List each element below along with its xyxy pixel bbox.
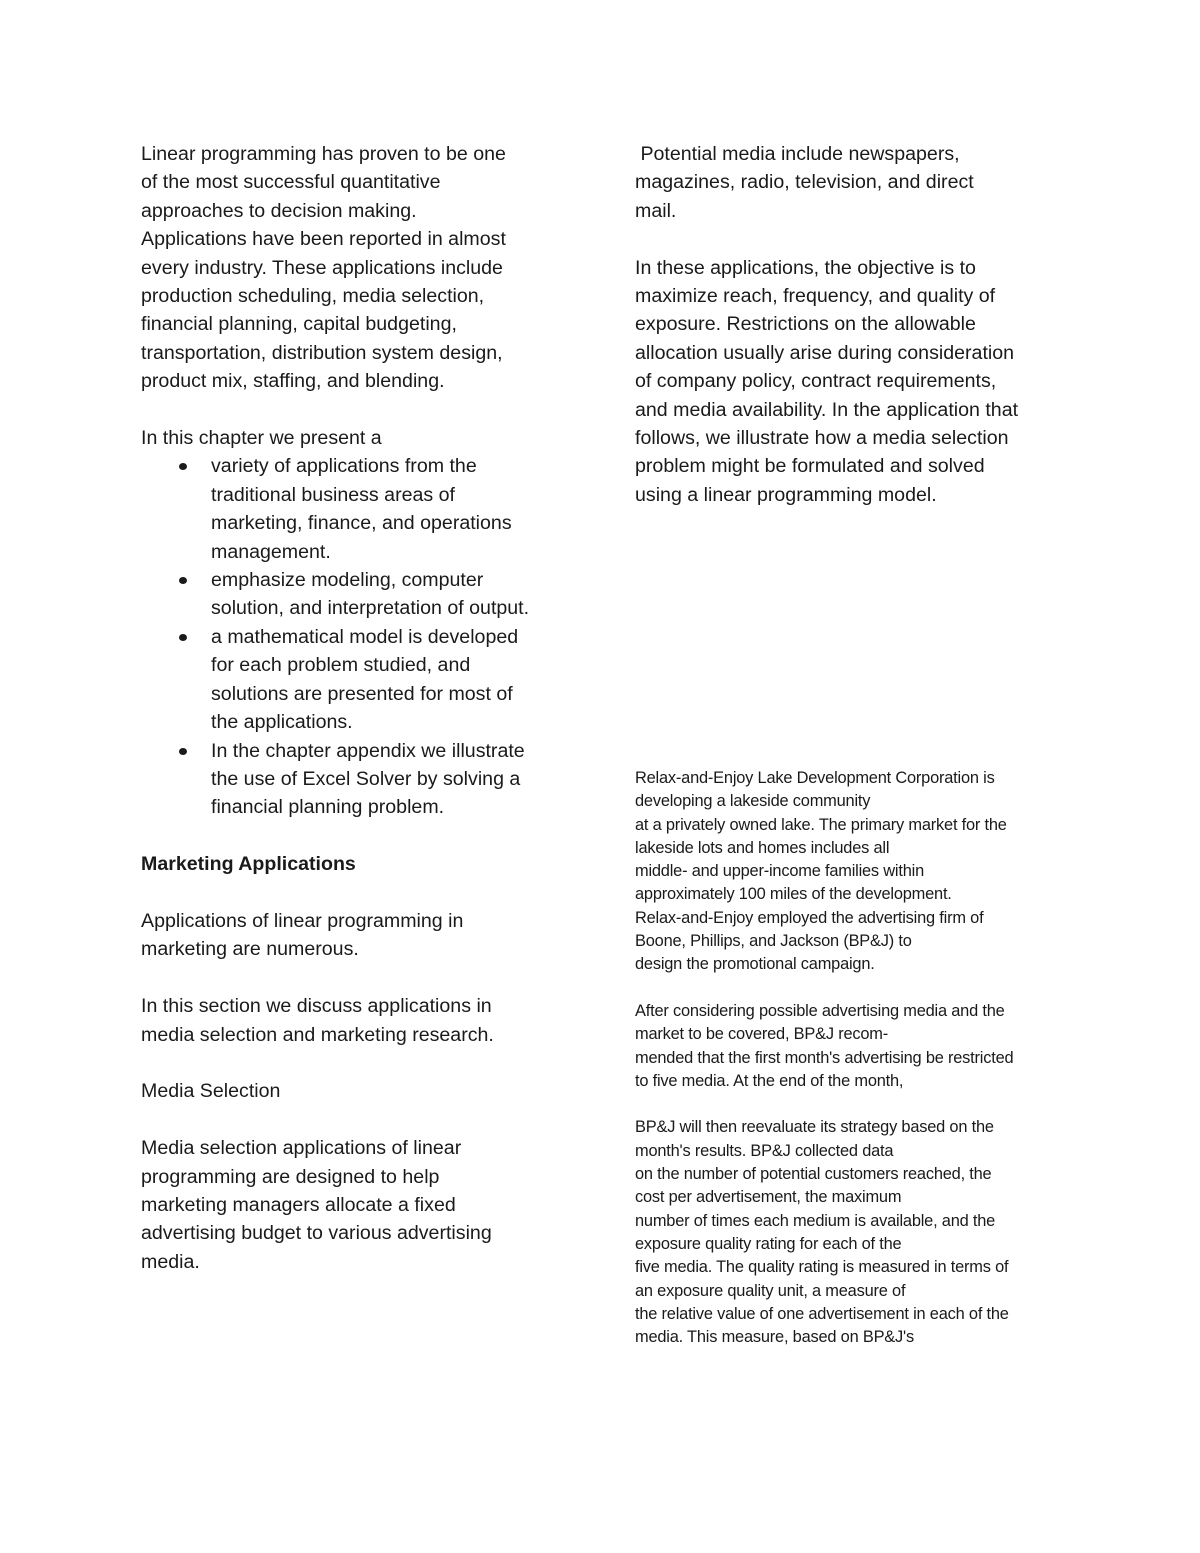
case-line: exposure quality rating for each of the xyxy=(635,1234,902,1253)
case-line: lakeside lots and homes includes all xyxy=(635,838,890,857)
media-selection-title: Media Selection xyxy=(141,1080,281,1103)
objective-line: In these applications, the objective is to xyxy=(635,256,976,279)
case-line: media. This measure, based on BP&J's xyxy=(635,1328,914,1347)
media-line: Media selection applications of linear xyxy=(141,1137,462,1160)
media-line: programming are designed to help xyxy=(141,1165,440,1188)
bullet-item xyxy=(141,566,571,623)
bullet-line: variety of applications from the xyxy=(211,455,477,478)
case-line: cost per advertisement, the maximum xyxy=(635,1188,902,1207)
bullet-line: In the chapter appendix we illustrate xyxy=(211,739,525,762)
potential-media-paragraph xyxy=(635,140,1075,225)
marketing-line: Applications of linear programming in xyxy=(141,909,464,932)
objective-line: maximize reach, frequency, and quality of xyxy=(635,285,996,308)
spacer xyxy=(141,964,571,992)
objective-line: allocation usually arise during consideration xyxy=(635,341,1015,364)
objective-line: follows, we illustrate how a media selection xyxy=(635,427,1009,450)
objective-line: using a linear programming model. xyxy=(635,483,937,506)
case-line: to five media. At the end of the month, xyxy=(635,1071,904,1090)
bullet-item xyxy=(141,452,571,566)
case-line: the relative value of one advertisement in each of the xyxy=(635,1304,1009,1323)
case-line: an exposure quality unit, a measure of xyxy=(635,1281,906,1300)
bullet-line: financial planning problem. xyxy=(211,796,445,819)
case-line: month's results. BP&J collected data xyxy=(635,1141,894,1160)
case-line: Boone, Phillips, and Jackson (BP&J) to xyxy=(635,932,912,951)
case-study-block xyxy=(635,767,1075,1349)
media-line: advertising budget to various advertising xyxy=(141,1222,492,1245)
bullet-line: a mathematical model is developed xyxy=(211,625,519,648)
chapter-lead xyxy=(141,424,571,452)
bullet-line: the use of Excel Solver by solving a xyxy=(211,767,521,790)
intro-line: Linear programming has proven to be one xyxy=(141,143,506,165)
case-line: market to be covered, BP&J recom- xyxy=(635,1025,889,1044)
intro-line: financial planning, capital budgeting, xyxy=(141,313,457,336)
bullet-line: management. xyxy=(211,540,331,563)
spacer xyxy=(141,822,571,850)
bullet-icon xyxy=(179,748,187,755)
spacer xyxy=(635,225,1075,253)
media-paragraph xyxy=(141,1134,571,1276)
bullet-line: solutions are presented for most of xyxy=(211,682,513,705)
case-paragraph-2 xyxy=(635,1000,1075,1093)
intro-line: approaches to decision making. xyxy=(141,199,417,222)
section-paragraph xyxy=(141,992,571,1049)
spacer xyxy=(141,1106,571,1134)
case-line: number of times each medium is available, and the xyxy=(635,1211,996,1230)
potential-media-line: magazines, radio, television, and direct xyxy=(635,171,974,194)
intro-line: every industry. These applications include xyxy=(141,256,503,279)
spacer xyxy=(141,1049,571,1077)
media-selection-title-block xyxy=(141,1077,571,1105)
case-line: five media. The quality rating is measured in terms of xyxy=(635,1258,1009,1277)
intro-paragraph xyxy=(141,140,571,396)
bullet-item xyxy=(141,737,571,822)
bullet-icon xyxy=(179,634,187,641)
bullet-line: for each problem studied, and xyxy=(211,654,471,677)
marketing-paragraph xyxy=(141,907,571,964)
bullet-line: solution, and interpretation of output. xyxy=(211,597,530,620)
case-paragraph-1 xyxy=(635,767,1075,977)
objective-line: and media availability. In the application that xyxy=(635,398,1019,421)
spacer xyxy=(141,879,571,907)
spacer xyxy=(635,977,1075,1000)
case-line: on the number of potential customers reached, the xyxy=(635,1165,992,1184)
bullet-icon xyxy=(179,463,187,470)
bullet-line: traditional business areas of xyxy=(211,483,455,506)
marketing-line: marketing are numerous. xyxy=(141,938,359,961)
intro-line: production scheduling, media selection, xyxy=(141,285,485,308)
chapter-bullet-list xyxy=(141,452,571,821)
case-line: approximately 100 miles of the development. xyxy=(635,885,952,904)
case-line: middle- and upper-income families within xyxy=(635,862,924,881)
objective-paragraph xyxy=(635,254,1075,510)
case-paragraph-3 xyxy=(635,1116,1075,1349)
case-line: design the promotional campaign. xyxy=(635,955,875,974)
intro-line: transportation, distribution system design, xyxy=(141,341,503,364)
potential-media-line: Potential media include newspapers, xyxy=(635,143,960,165)
case-line: After considering possible advertising media and the xyxy=(635,1001,1005,1020)
case-line: BP&J will then reevaluate its strategy based on the xyxy=(635,1118,994,1137)
objective-line: exposure. Restrictions on the allowable xyxy=(635,313,976,336)
marketing-heading-block xyxy=(141,850,571,878)
case-line: mended that the first month's advertising be restricted xyxy=(635,1048,1014,1067)
intro-line: product mix, staffing, and blending. xyxy=(141,370,445,393)
bullet-icon xyxy=(179,577,187,584)
intro-line: of the most successful quantitative xyxy=(141,171,441,194)
objective-line: problem might be formulated and solved xyxy=(635,455,985,478)
spacer xyxy=(141,396,571,424)
section-line: In this section we discuss applications in xyxy=(141,995,492,1018)
bullet-item xyxy=(141,623,571,737)
section-line: media selection and marketing research. xyxy=(141,1023,494,1046)
spacer xyxy=(635,1093,1075,1116)
bullet-line: emphasize modeling, computer xyxy=(211,569,484,592)
marketing-heading: Marketing Applications xyxy=(141,853,356,876)
case-line: at a privately owned lake. The primary market for the xyxy=(635,815,1007,834)
case-line: Relax-and-Enjoy employed the advertising firm of xyxy=(635,908,984,927)
bullet-line: the applications. xyxy=(211,711,353,734)
intro-line: Applications have been reported in almost xyxy=(141,228,506,251)
potential-media-line: mail. xyxy=(635,199,677,222)
case-line: developing a lakeside community xyxy=(635,792,871,811)
media-line: marketing managers allocate a fixed xyxy=(141,1193,456,1216)
left-column xyxy=(141,140,571,1276)
objective-line: of company policy, contract requirements, xyxy=(635,370,997,393)
media-line: media. xyxy=(141,1250,200,1273)
chapter-lead-text: In this chapter we present a xyxy=(141,427,382,450)
bullet-line: marketing, finance, and operations xyxy=(211,512,512,535)
case-line: Relax-and-Enjoy Lake Development Corporation is xyxy=(635,769,995,787)
right-column xyxy=(635,140,1075,509)
